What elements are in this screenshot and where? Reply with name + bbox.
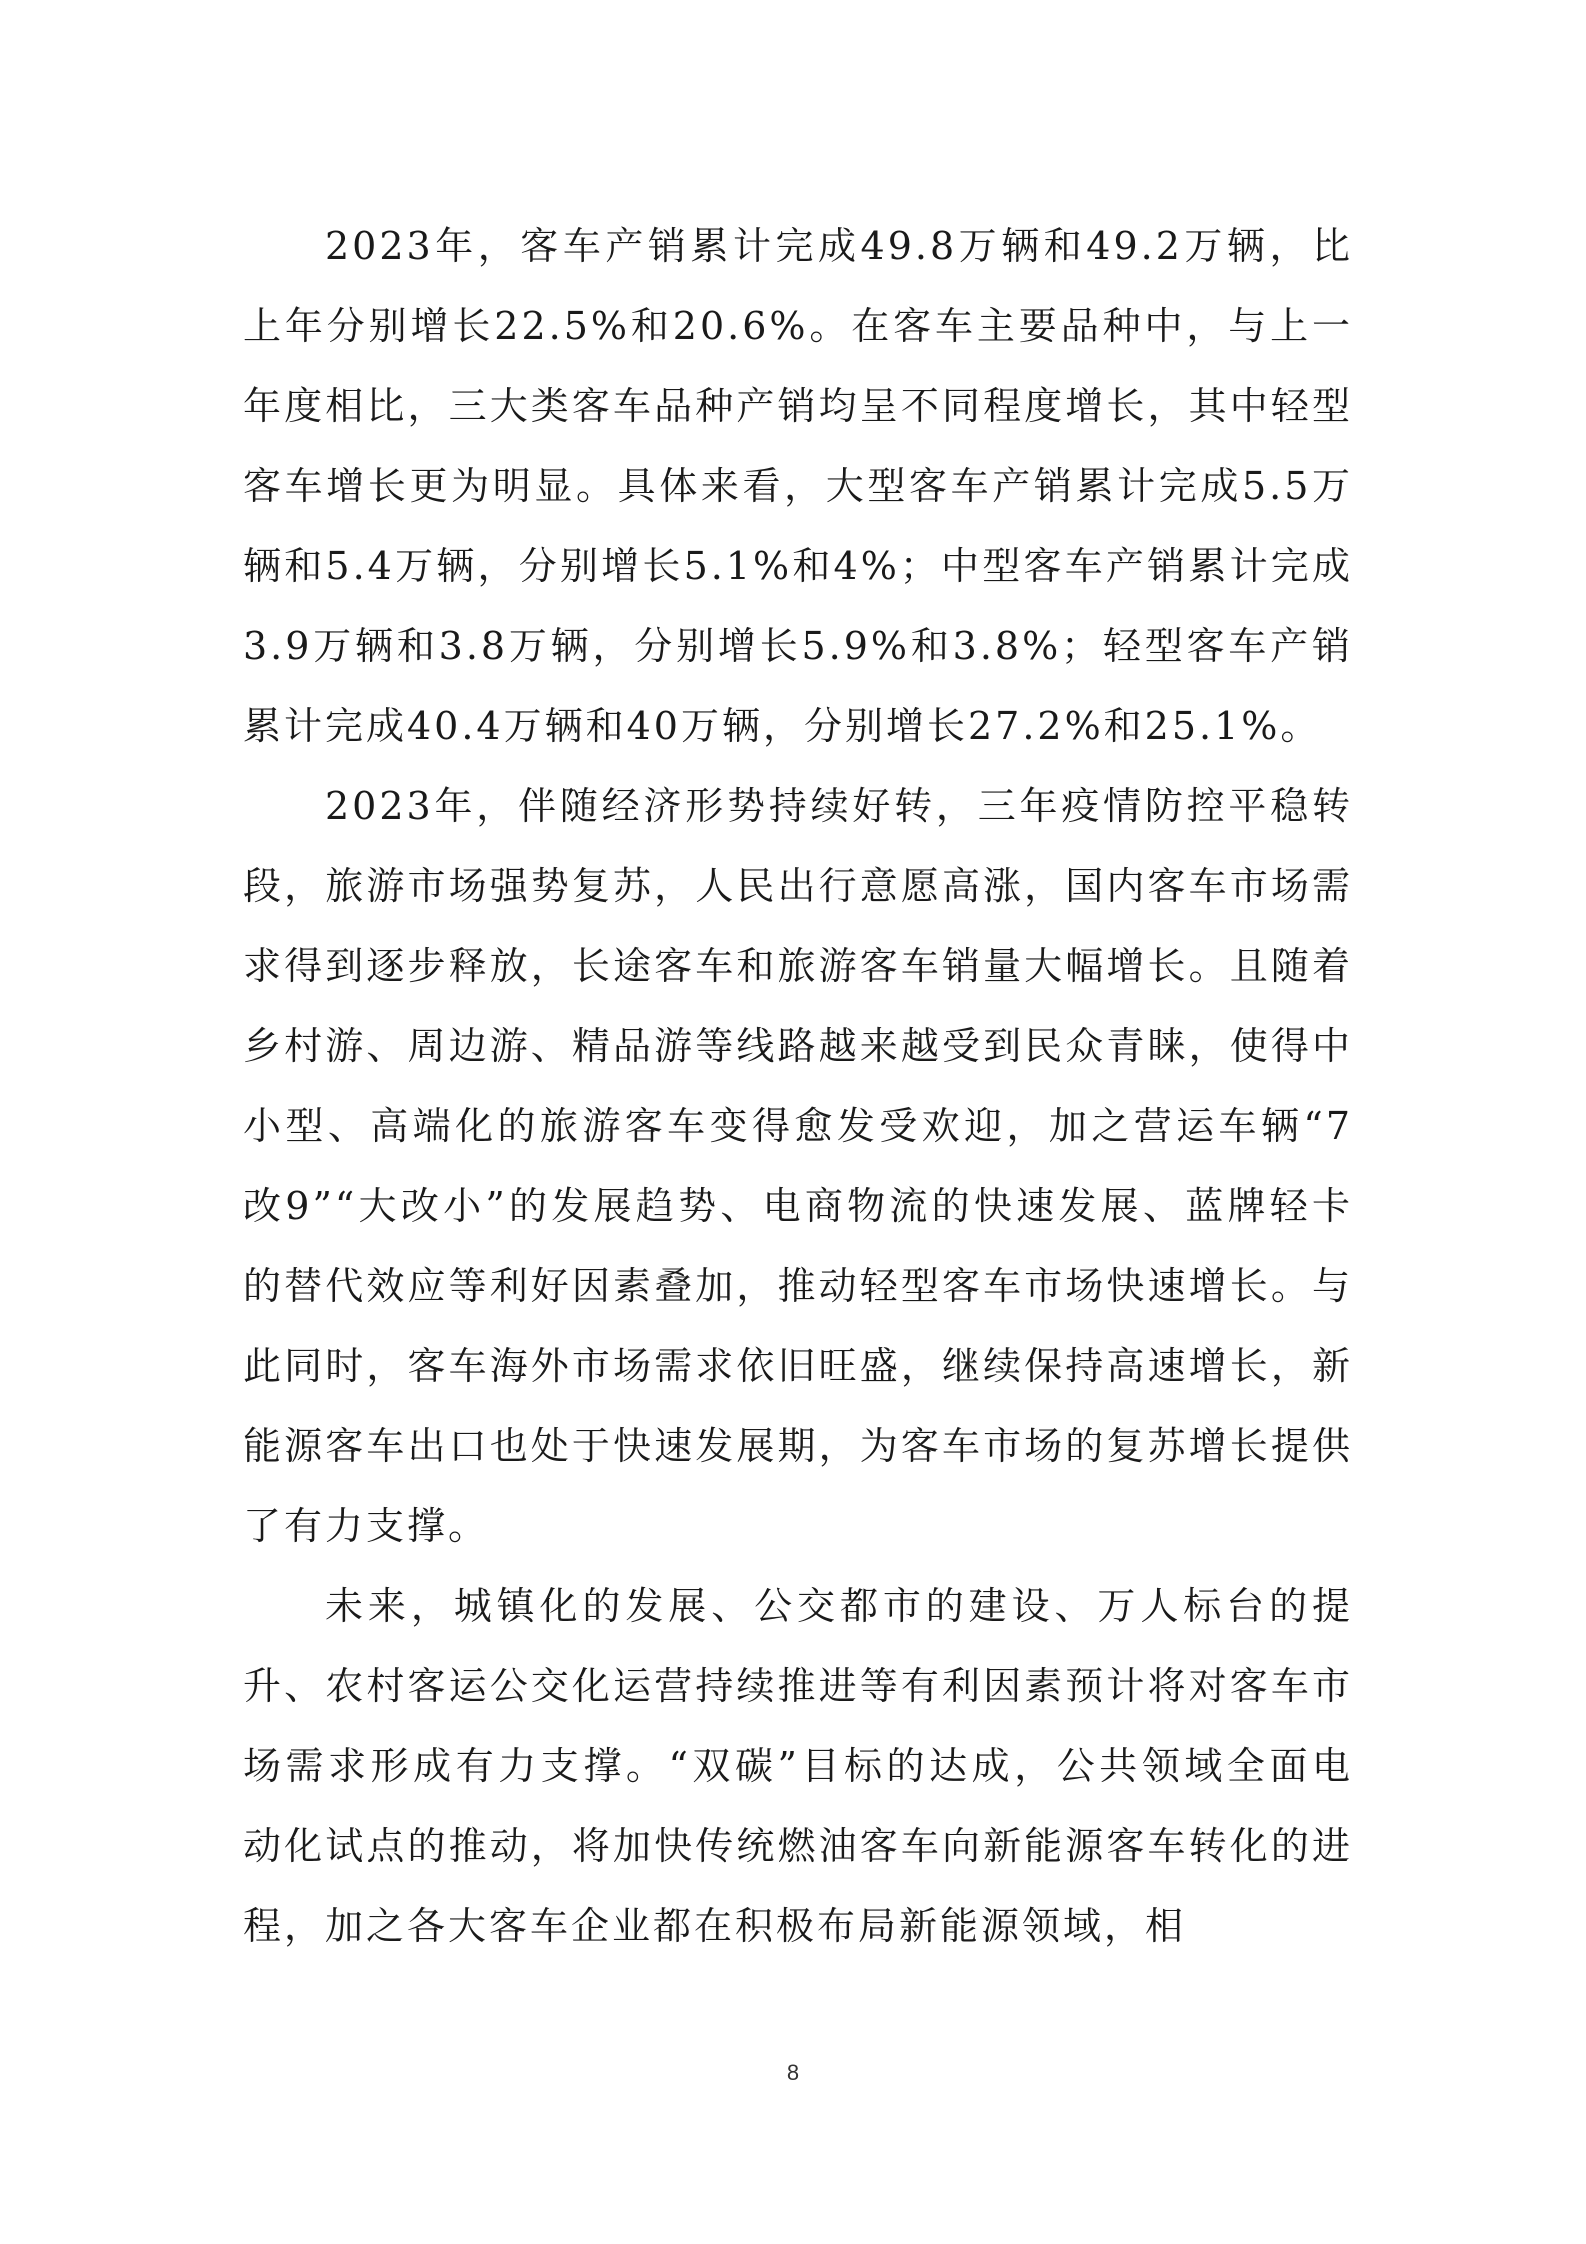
body-text: [243, 206, 1353, 1966]
paragraph-future-outlook: 未来，城镇化的发展、公交都市的建设、万人标台的提升、农村客运公交化运营持续推进等有利因素预计将对客车市场需求形成有力支撑。“双碳”目标的达成，公共领域全面电动化试点的推动，将加快传统燃油客车向新能源客车转化的进程，加之各大客车企业都在积极布局新能源领域，相: [243, 1584, 1353, 1948]
page-number: 8: [786, 2060, 800, 2085]
paragraph-market-recovery: 2023年，伴随经济形势持续好转，三年疫情防控平稳转段，旅游市场强势复苏，人民出行意愿高涨，国内客车市场需求得到逐步释放，长途客车和旅游客车销量大幅增长。且随着乡村游、周边游、精品游等线路越来越受到民众青睐，使得中小型、高端化的旅游客车变得愈发受欢迎，加之营运车辆“7改9”“大改小”的发展趋势、电商物流的快速发展、蓝牌轻卡的替代效应等利好因素叠加，推动轻型客车市场快速增长。与此同时，客车海外市场需求依旧旺盛，继续保持高速增长，新能源客车出口也处于快速发展期，为客车市场的复苏增长提供了有力支撑。: [243, 784, 1353, 1548]
paragraph-bus-production-sales: 2023年，客车产销累计完成49.8万辆和49.2万辆，比上年分别增长22.5%和20.6%。在客车主要品种中，与上一年度相比，三大类客车品种产销均呈不同程度增长，其中轻型客车增长更为明显。具体来看，大型客车产销累计完成5.5万辆和5.4万辆，分别增长5.1%和4%；中型客车产销累计完成3.9万辆和3.8万辆，分别增长5.9%和3.8%；轻型客车产销累计完成40.4万辆和40万辆，分别增长27.2%和25.1%。: [243, 224, 1353, 748]
